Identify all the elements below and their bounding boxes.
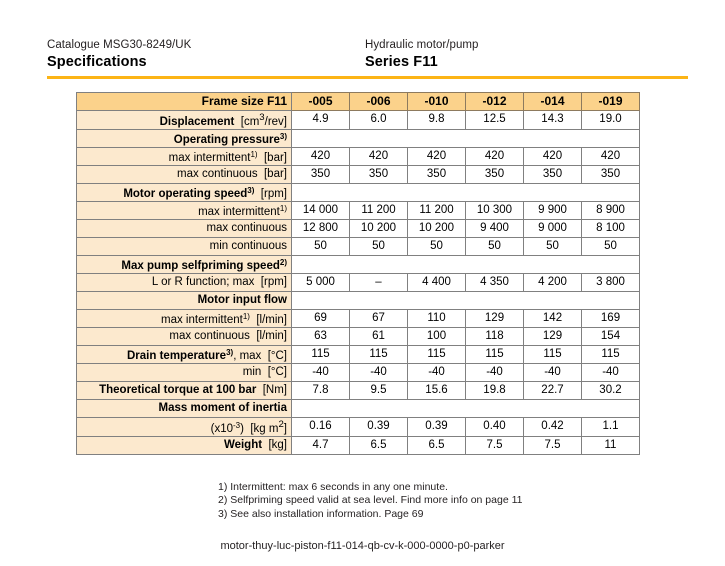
- table-cell: 30.2: [582, 381, 640, 399]
- table-cell: 142: [524, 309, 582, 327]
- row-label: Frame size F11: [77, 93, 292, 111]
- table-cell: 7.5: [524, 436, 582, 454]
- table-cell: 10 200: [350, 219, 408, 237]
- table-cell: 350: [466, 165, 524, 183]
- row-label: max continuous [l/min]: [77, 327, 292, 345]
- table-cell: 8 100: [582, 219, 640, 237]
- table-header-row: [77, 93, 640, 111]
- column-header-6: -019: [582, 93, 640, 111]
- row-label: $(x10^{-3})$ [kg $m^2$]: [77, 417, 292, 436]
- table-cell: 69: [292, 309, 350, 327]
- table-cell: 1.1: [582, 417, 640, 436]
- table-row: [77, 165, 640, 183]
- table-row: [77, 417, 640, 436]
- table-cell: 154: [582, 327, 640, 345]
- table-cell: 67: [350, 309, 408, 327]
- table-cell: 19.0: [582, 111, 640, 130]
- table-cell: 350: [582, 165, 640, 183]
- catalogue-number: Catalogue MSG30-8249/UK: [47, 39, 192, 51]
- table-row: [77, 219, 640, 237]
- table-cell: 10 200: [408, 219, 466, 237]
- row-label: min [°C]: [77, 363, 292, 381]
- table-cell: 115: [408, 345, 466, 363]
- table-cell: 12 800: [292, 219, 350, 237]
- table-cell: -40: [582, 363, 640, 381]
- table-cell: 0.40: [466, 417, 524, 436]
- table-section-row: [77, 399, 640, 417]
- table-cell: 14.3: [524, 111, 582, 130]
- table-cell: 9 900: [524, 201, 582, 219]
- specifications-table-wrapper: [76, 92, 639, 455]
- table-row: [77, 436, 640, 454]
- footnote-2: 2) Selfpriming speed valid at sea level. Find more info on page 11: [218, 494, 523, 507]
- table-cell: 350: [408, 165, 466, 183]
- table-cell: 115: [466, 345, 524, 363]
- table-cell: 14 000: [292, 201, 350, 219]
- table-cell: 22.7: [524, 381, 582, 399]
- row-label: max intermittent$^{1)}$: [77, 201, 292, 219]
- row-label: Max pump selfpriming speed$^{2)}$: [77, 255, 292, 273]
- footnote-3: 3) See also installation information. Page 69: [218, 507, 424, 520]
- specifications-table: [76, 92, 640, 455]
- table-cell: 4.7: [292, 436, 350, 454]
- table-cell: 50: [466, 237, 524, 255]
- column-header-3: -010: [408, 93, 466, 111]
- row-label: L or R function; max [rpm]: [77, 273, 292, 291]
- table-cell: 0.42: [524, 417, 582, 436]
- row-label: Operating pressure$^{3)}$: [77, 129, 292, 147]
- table-cell: 9 000: [524, 219, 582, 237]
- table-cell: 50: [408, 237, 466, 255]
- table-cell: 6.5: [350, 436, 408, 454]
- table-cell: 15.6: [408, 381, 466, 399]
- table-cell: -40: [408, 363, 466, 381]
- row-label: Displacement $[cm^3/rev]$: [77, 111, 292, 130]
- row-label: Motor input flow: [77, 291, 292, 309]
- table-cell: 0.39: [350, 417, 408, 436]
- table-cell: 50: [292, 237, 350, 255]
- column-header-5: -014: [524, 93, 582, 111]
- table-cell: 11 200: [350, 201, 408, 219]
- row-label: min continuous: [77, 237, 292, 255]
- table-cell: 115: [292, 345, 350, 363]
- table-cell: 129: [466, 309, 524, 327]
- table-cell: 129: [524, 327, 582, 345]
- column-header-4: -012: [466, 93, 524, 111]
- table-cell: 115: [350, 345, 408, 363]
- section-spacer-cell: [292, 183, 640, 201]
- table-cell: 420: [350, 147, 408, 165]
- table-cell: 6.5: [408, 436, 466, 454]
- table-cell: 350: [524, 165, 582, 183]
- table-cell: 420: [466, 147, 524, 165]
- row-label: Drain temperature$^{3)}$, max [°C]: [77, 345, 292, 363]
- table-cell: 110: [408, 309, 466, 327]
- table-row: [77, 345, 640, 363]
- table-cell: 420: [524, 147, 582, 165]
- table-row: [77, 309, 640, 327]
- table-cell: 4 400: [408, 273, 466, 291]
- table-cell: 9.8: [408, 111, 466, 130]
- section-spacer-cell: [292, 255, 640, 273]
- table-cell: 4 350: [466, 273, 524, 291]
- table-cell: 50: [524, 237, 582, 255]
- table-row: [77, 147, 640, 165]
- row-label: Theoretical torque at 100 bar [Nm]: [77, 381, 292, 399]
- table-cell: 118: [466, 327, 524, 345]
- table-cell: 100: [408, 327, 466, 345]
- section-spacer-cell: [292, 291, 640, 309]
- row-label: max intermittent$^{1)}$ [bar]: [77, 147, 292, 165]
- table-cell: 115: [582, 345, 640, 363]
- table-section-row: [77, 129, 640, 147]
- table-cell: 9 400: [466, 219, 524, 237]
- table-cell: 115: [524, 345, 582, 363]
- row-label: max continuous [bar]: [77, 165, 292, 183]
- table-cell: –: [350, 273, 408, 291]
- table-section-row: [77, 255, 640, 273]
- header-left-block: [47, 38, 191, 71]
- footnotes: [218, 481, 522, 521]
- table-cell: 8 900: [582, 201, 640, 219]
- section-spacer-cell: [292, 399, 640, 417]
- column-header-2: -006: [350, 93, 408, 111]
- table-row: [77, 381, 640, 399]
- row-label: Weight [kg]: [77, 436, 292, 454]
- header-right-block: [365, 38, 478, 71]
- image-caption: motor-thuy-luc-piston-f11-014-qb-cv-k-000-0000-p0-parker: [220, 540, 505, 552]
- table-cell: 61: [350, 327, 408, 345]
- table-section-row: [77, 183, 640, 201]
- table-cell: 350: [292, 165, 350, 183]
- table-cell: -40: [466, 363, 524, 381]
- table-cell: -40: [292, 363, 350, 381]
- series-name: Series F11: [365, 54, 438, 70]
- page-title: Specifications: [47, 54, 147, 70]
- table-cell: 420: [582, 147, 640, 165]
- product-name: Hydraulic motor/pump: [365, 39, 479, 51]
- table-cell: 63: [292, 327, 350, 345]
- section-spacer-cell: [292, 129, 640, 147]
- table-cell: -40: [350, 363, 408, 381]
- table-cell: 10 300: [466, 201, 524, 219]
- table-cell: 4 200: [524, 273, 582, 291]
- table-cell: 11 200: [408, 201, 466, 219]
- table-cell: 7.5: [466, 436, 524, 454]
- table-section-row: [77, 291, 640, 309]
- row-label: max continuous: [77, 219, 292, 237]
- table-cell: 50: [350, 237, 408, 255]
- page-header: [0, 0, 725, 84]
- table-cell: 0.39: [408, 417, 466, 436]
- row-label: Motor operating speed$^{3)}$ [rpm]: [77, 183, 292, 201]
- table-row: [77, 273, 640, 291]
- table-cell: 7.8: [292, 381, 350, 399]
- table-cell: 3 800: [582, 273, 640, 291]
- table-cell: 0.16: [292, 417, 350, 436]
- table-cell: 4.9: [292, 111, 350, 130]
- row-label: Mass moment of inertia: [77, 399, 292, 417]
- table-row: [77, 237, 640, 255]
- header-rule: [47, 76, 688, 79]
- table-cell: 50: [582, 237, 640, 255]
- column-header-1: -005: [292, 93, 350, 111]
- table-cell: 6.0: [350, 111, 408, 130]
- table-cell: 420: [292, 147, 350, 165]
- table-row: [77, 363, 640, 381]
- table-row: [77, 327, 640, 345]
- table-cell: 12.5: [466, 111, 524, 130]
- table-cell: 350: [350, 165, 408, 183]
- table-cell: 5 000: [292, 273, 350, 291]
- row-label: max intermittent$^{1)}$ [l/min]: [77, 309, 292, 327]
- table-cell: 169: [582, 309, 640, 327]
- table-cell: -40: [524, 363, 582, 381]
- table-cell: 9.5: [350, 381, 408, 399]
- table-cell: 11: [582, 436, 640, 454]
- footnote-1: 1) Intermittent: max 6 seconds in any one minute.: [218, 481, 448, 493]
- table-row: [77, 111, 640, 130]
- table-cell: 420: [408, 147, 466, 165]
- table-row: [77, 201, 640, 219]
- table-cell: 19.8: [466, 381, 524, 399]
